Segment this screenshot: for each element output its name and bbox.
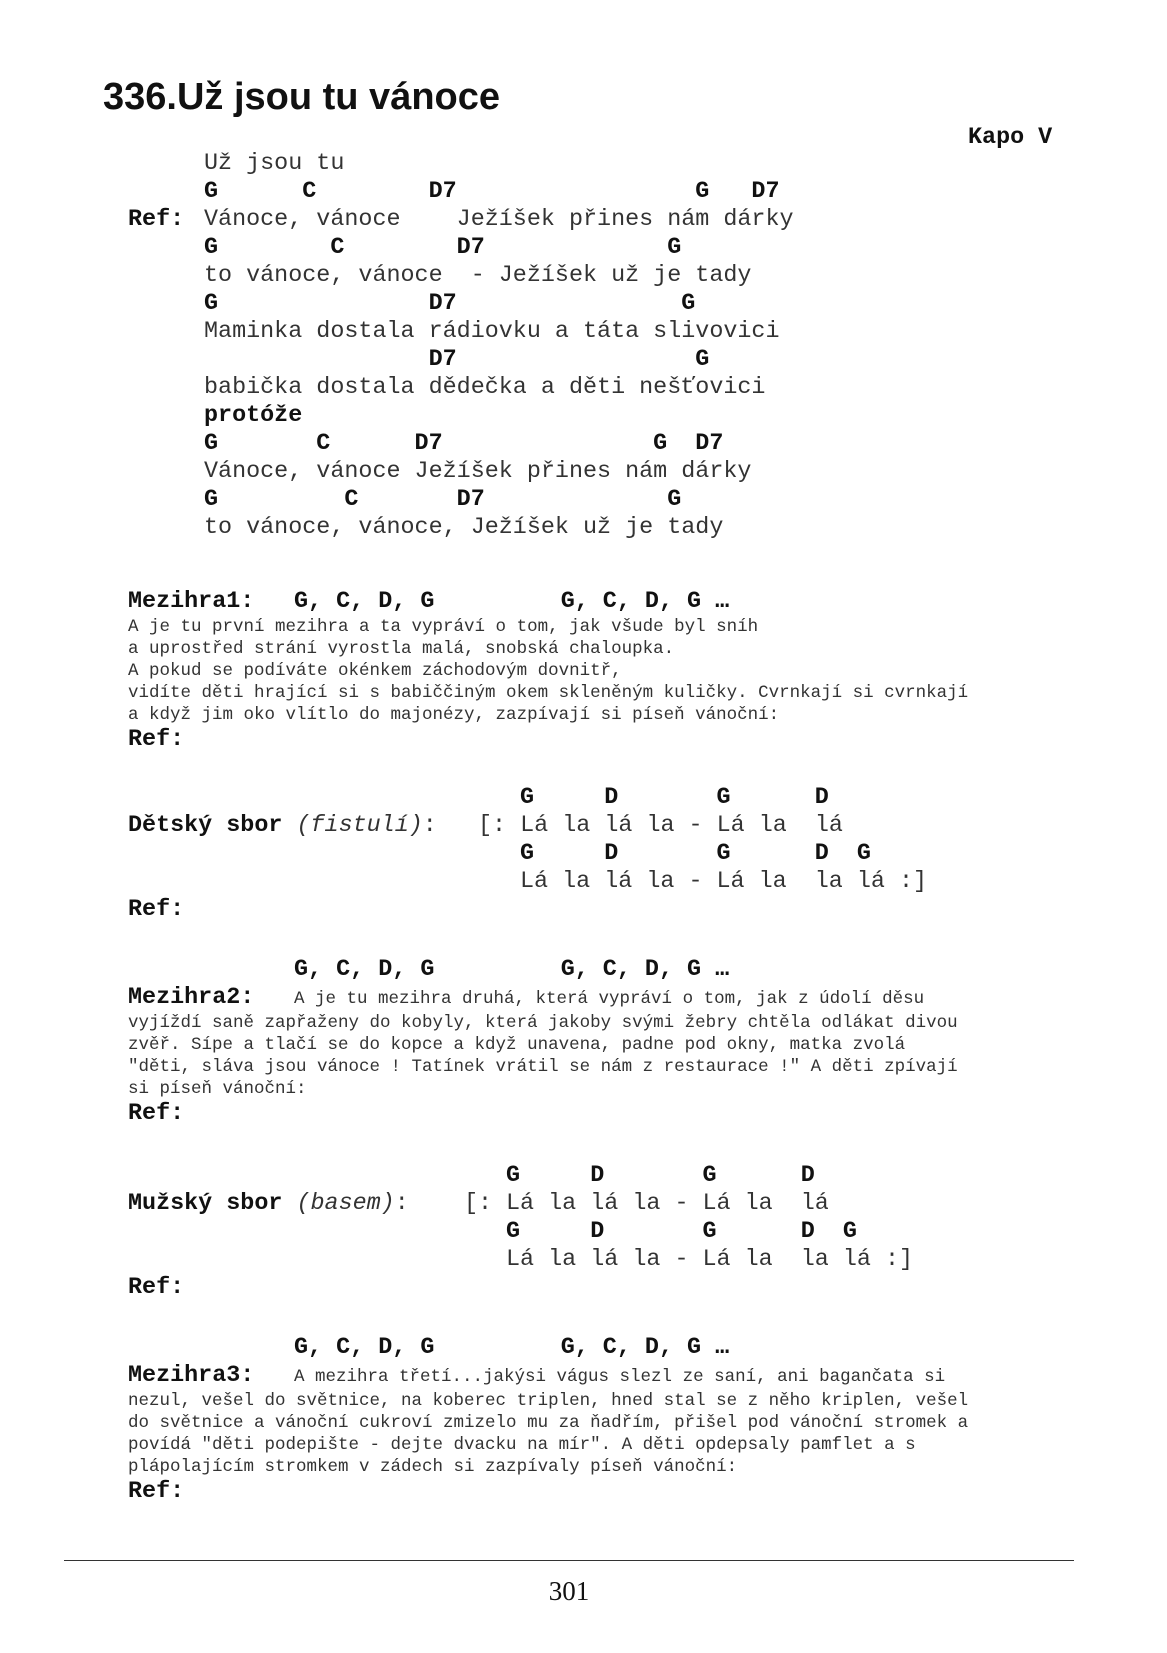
mezihra2-chords: G, C, D, G G, C, D, G … xyxy=(294,957,730,983)
chord-line: G D G D xyxy=(506,1163,815,1189)
mezihra1-label: Mezihra1: xyxy=(128,589,255,615)
lyric-line: [: Lá la lá la - Lá la lá xyxy=(478,813,843,839)
protoze-line: protóže xyxy=(204,403,303,429)
lyric-line: babička dostala dědečka a děti nešťovici xyxy=(204,375,766,401)
mezihra1-text-5: a když jim oko vlítlo do majonézy, zazpívají si píseň vánoční: xyxy=(128,705,780,725)
mezihra3-label: Mezihra3: xyxy=(128,1363,255,1389)
mezihra3-text-4: povídá "děti podepište - dejte dvacku na mír". A děti opdepsaly pamflet a s xyxy=(128,1435,916,1455)
lyric-line: to vánoce, vánoce - Ježíšek už je tady xyxy=(204,263,752,289)
detsky-sbor-label xyxy=(128,812,437,840)
lyric-line: Lá la lá la - Lá la la lá :] xyxy=(520,869,928,895)
chord-line: G C D7 G xyxy=(204,235,682,261)
mezihra3-text-2: nezul, vešel do světnice, na koberec triplen, hned stal se z něho kriplen, vešel xyxy=(128,1391,969,1411)
muzsky-label-bold: Mužský sbor xyxy=(128,1191,283,1217)
ref-label: Ref: xyxy=(128,1101,185,1127)
mezihra1-text-3: A pokud se podíváte okénkem záchodovým dovnitř, xyxy=(128,661,622,681)
detsky-colon: : xyxy=(422,813,437,839)
mezihra2-text-2: vyjíždí saně zapřaženy do kobyly, která jakoby svými žebry chtěla odlákat divou xyxy=(128,1013,958,1033)
mezihra2-text-5: si píseň vánoční: xyxy=(128,1079,307,1099)
muzsky-label-italic: (basem) xyxy=(296,1191,395,1217)
ref-label: Ref: xyxy=(128,207,185,233)
ref-label: Ref: xyxy=(128,727,185,753)
mezihra2-text-3: zvěř. Sípe a tlačí se do kopce a když unavena, padne pod okny, matka zvolá xyxy=(128,1035,906,1055)
mezihra1-text-2: a uprostřed strání vyrostla malá, snobská chaloupka. xyxy=(128,639,675,659)
intro-line: Už jsou tu xyxy=(204,151,345,177)
mezihra3-text-3: do světnice a vánoční cukroví zmizelo mu za ňadřím, přišel pod vánoční stromek a xyxy=(128,1413,969,1433)
repeat-bracket: [: xyxy=(464,1191,493,1217)
detsky-label-italic: (fistulí) xyxy=(296,813,423,839)
chord-line: D7 G xyxy=(204,347,710,373)
mezihra2-text-1: A je tu mezihra druhá, která vypráví o tom, jak z údolí děsu xyxy=(294,989,925,1009)
mezihra1-chords: G, C, D, G G, C, D, G … xyxy=(294,589,730,615)
lyric-line: Lá la lá la - Lá la lá xyxy=(506,1191,829,1217)
mezihra3-text-1: A mezihra třetí...jakýsi vágus slezl ze saní, ani bagančata si xyxy=(294,1367,946,1387)
lyric-line: Vánoce, vánoce Ježíšek přines nám dárky xyxy=(204,459,752,485)
mezihra2-text-4: "děti, sláva jsou vánoce ! Tatínek vrátil se nám z restaurace !" A děti zpívají xyxy=(128,1057,958,1077)
chord-line: G C D7 G D7 xyxy=(204,431,724,457)
chord-line: G C D7 G xyxy=(204,487,682,513)
muzsky-sbor-label xyxy=(128,1190,409,1218)
footer-divider xyxy=(64,1560,1074,1561)
lyric-line: Lá la lá la - Lá la la lá :] xyxy=(506,1247,914,1273)
mezihra3-chords: G, C, D, G G, C, D, G … xyxy=(294,1335,730,1361)
muzsky-colon: : xyxy=(394,1191,409,1217)
chord-line: G C D7 G D7 xyxy=(204,179,780,205)
chord-line: G D G D G xyxy=(520,841,871,867)
chord-line: G D G D G xyxy=(506,1219,857,1245)
chord-line: G D G D xyxy=(520,785,829,811)
capo-label: Kapo V xyxy=(968,125,1053,151)
detsky-label-bold: Dětský sbor xyxy=(128,813,283,839)
mezihra3-text-5: plápolajícím stromkem v zádech si zazpívaly píseň vánoční: xyxy=(128,1457,738,1477)
ref-label: Ref: xyxy=(128,897,185,923)
lyric-line: Vánoce, vánoce Ježíšek přines nám dárky xyxy=(204,207,794,233)
lyric-line: to vánoce, vánoce, Ježíšek už je tady xyxy=(204,515,724,541)
mezihra1-text-1: A je tu první mezihra a ta vypráví o tom, jak všude byl sníh xyxy=(128,617,759,637)
lyric-line: Maminka dostala rádiovku a táta slivovici xyxy=(204,319,780,345)
song-title: 336.Už jsou tu vánoce xyxy=(103,76,501,118)
mezihra2-label: Mezihra2: xyxy=(128,985,255,1011)
ref-label: Ref: xyxy=(128,1479,185,1505)
chord-line: G D7 G xyxy=(204,291,696,317)
mezihra1-text-4: vidíte děti hrající si s babiččiným okem skleněným kuličky. Cvrnkají si cvrnkají xyxy=(128,683,969,703)
ref-label: Ref: xyxy=(128,1275,185,1301)
page-number: 301 xyxy=(548,1576,590,1606)
